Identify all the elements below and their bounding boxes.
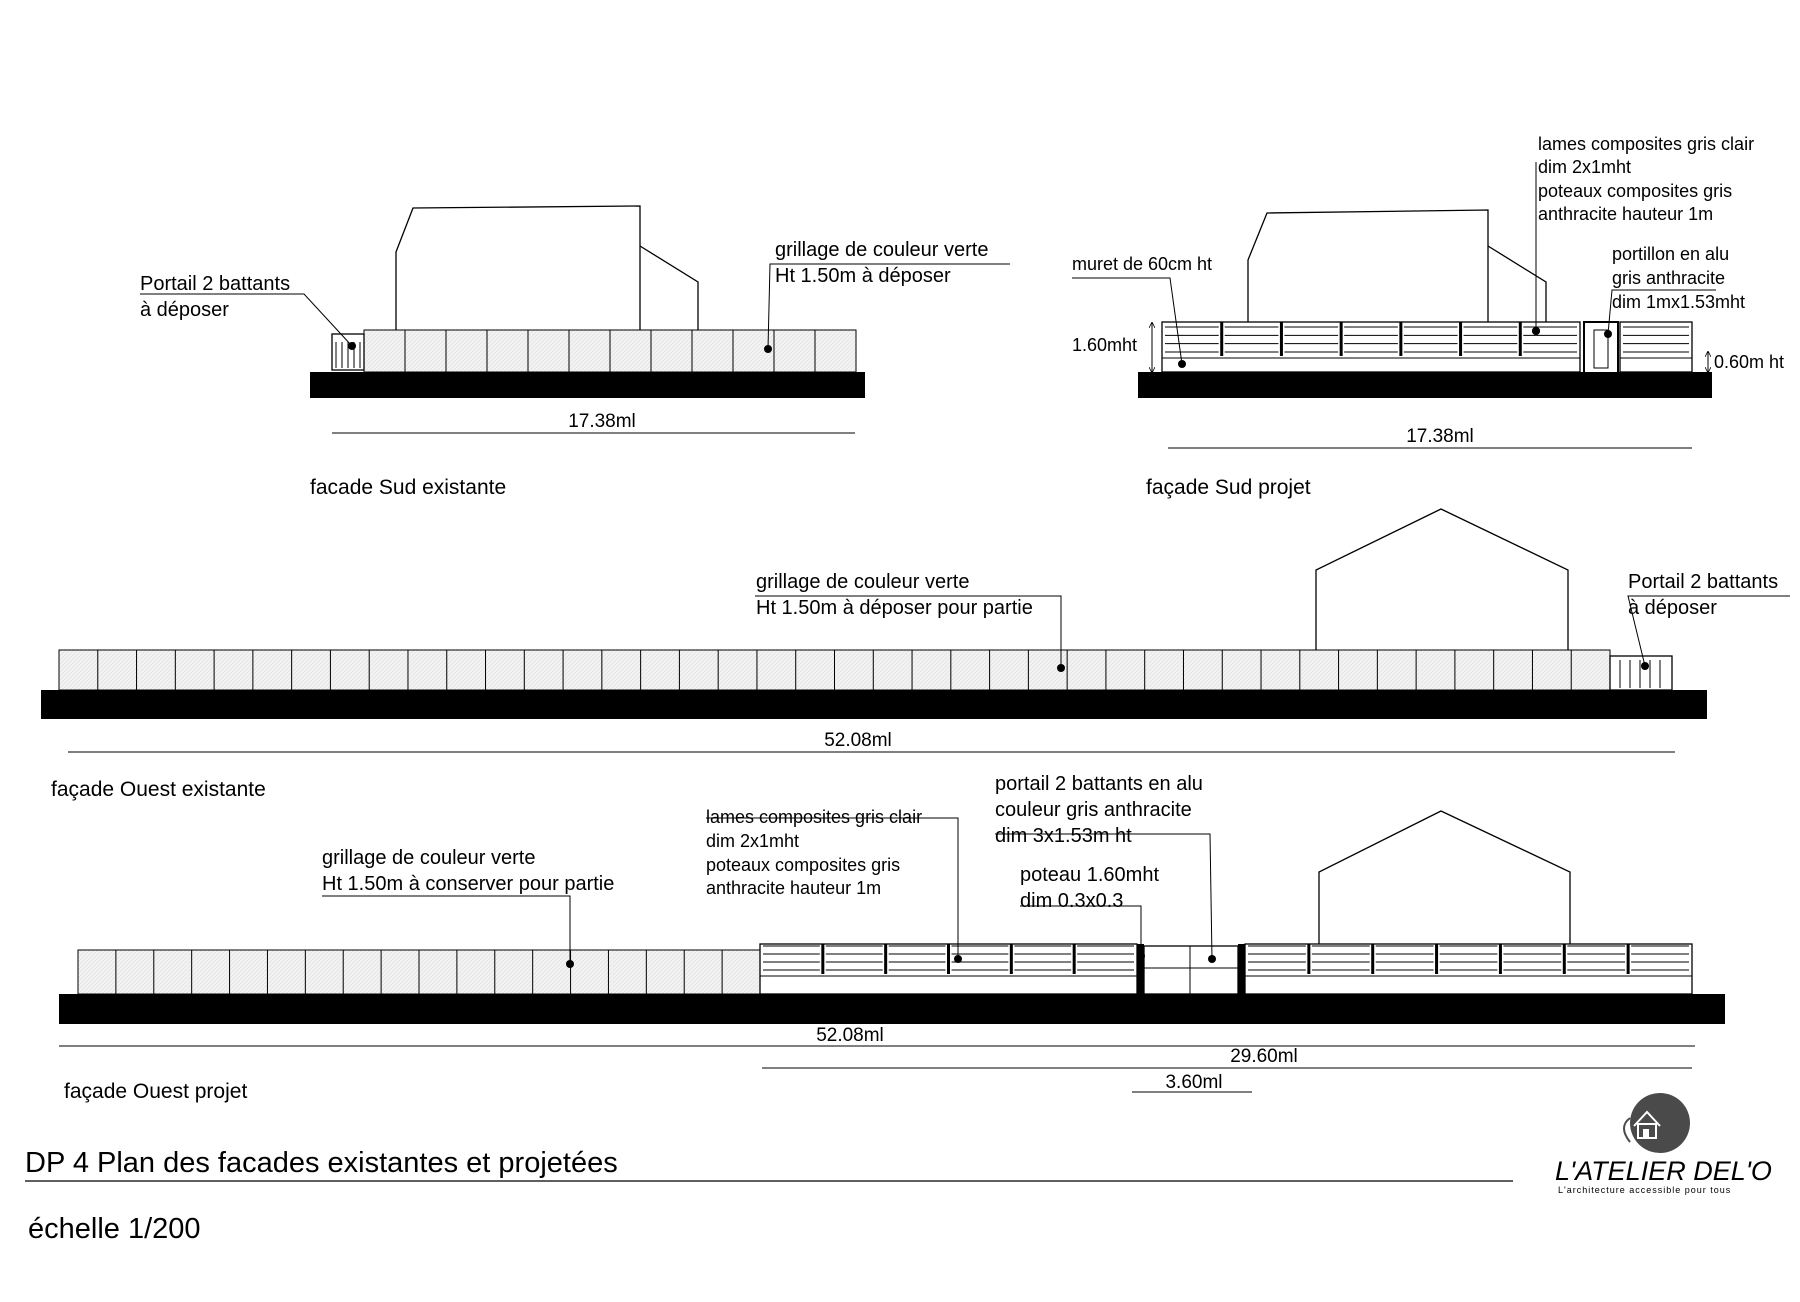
west-project-caption: façade Ouest projet	[64, 1080, 248, 1103]
west-project-composite-fence-left	[760, 944, 1137, 994]
south-existing-mesh-label-2: Ht 1.50m à déposer	[775, 265, 951, 287]
south-existing-elevation	[140, 206, 1010, 499]
west-project-slats-label-1: lames composites gris clair	[706, 807, 923, 827]
south-project-dimension: 17.38ml	[1406, 426, 1474, 447]
west-project-slats-label-2: dim 2x1mht	[706, 831, 800, 851]
south-existing-dimension: 17.38ml	[568, 411, 636, 432]
south-project-slats-label-2: dim 2x1mht	[1538, 157, 1632, 177]
west-existing-mesh-fence	[59, 650, 1610, 690]
south-project-height-label: 1.60mht	[1072, 335, 1138, 355]
west-project-elevation	[59, 773, 1725, 1103]
south-project-slats-label-3: poteaux composites gris	[1538, 181, 1733, 201]
logo-name: L'ATELIER DEL'O	[1555, 1156, 1772, 1186]
west-existing-gate	[1610, 656, 1672, 690]
south-existing-mesh-fence	[364, 330, 856, 372]
west-project-dimension-gate: 3.60ml	[1165, 1072, 1223, 1093]
west-project-gate-label-2: couleur gris anthracite	[995, 799, 1192, 821]
west-project-slats-label-4: anthracite hauteur 1m	[706, 878, 882, 898]
west-existing-dimension: 52.08ml	[824, 730, 892, 751]
south-existing-ground	[310, 372, 865, 398]
logo-tagline: L'architecture accessible pour tous	[1558, 1185, 1732, 1195]
south-project-slats-label-4: anthracite hauteur 1m	[1538, 204, 1714, 224]
west-project-ground	[59, 994, 1725, 1024]
south-project-gate-label-2: gris anthracite	[1612, 268, 1726, 288]
south-existing-gate-label-1: Portail 2 battants	[140, 273, 291, 295]
west-project-post-label-1: poteau 1.60mht	[1020, 864, 1159, 886]
south-existing-gate	[332, 334, 364, 370]
west-project-mesh-label-1: grillage de couleur verte	[322, 847, 536, 869]
west-existing-caption: façade Ouest existante	[51, 778, 266, 801]
west-project-composite-fence-right	[1245, 944, 1692, 994]
west-existing-gate-label-2: à déposer	[1628, 597, 1717, 619]
south-project-ground	[1138, 372, 1712, 398]
west-project-gate-label-3: dim 3x1.53m ht	[995, 825, 1132, 847]
west-project-post-label-2: dim 0.3x0.3	[1020, 890, 1124, 912]
south-project-elevation	[1072, 134, 1784, 499]
west-project-mesh-fence	[78, 950, 760, 994]
west-project-mesh-label-2: Ht 1.50m à conserver pour partie	[322, 873, 615, 895]
west-project-slats-label-3: poteaux composites gris	[706, 855, 901, 875]
south-project-wall-height-label: 0.60m ht	[1714, 352, 1785, 372]
title-block	[25, 1147, 1513, 1245]
south-existing-gate-label-2: à déposer	[140, 299, 229, 321]
south-project-wall-label: muret de 60cm ht	[1072, 254, 1213, 274]
south-project-gate-label-1: portillon en alu	[1612, 244, 1730, 264]
west-project-gate-label-1: portail 2 battants en alu	[995, 773, 1203, 795]
company-logo	[1555, 1093, 1772, 1195]
south-project-gate-label-3: dim 1mx1.53mht	[1612, 292, 1746, 312]
south-project-pedestrian-gate	[1584, 322, 1618, 373]
drawing-title: DP 4 Plan des facades existantes et projetées	[25, 1147, 618, 1179]
south-project-caption: façade Sud projet	[1146, 476, 1311, 499]
west-existing-gate-label-1: Portail 2 battants	[1628, 571, 1779, 593]
south-existing-mesh-label-1: grillage de couleur verte	[775, 239, 989, 261]
west-project-dimension-partial: 29.60ml	[1230, 1046, 1298, 1067]
west-project-gate	[1144, 944, 1245, 994]
west-existing-mesh-label-1: grillage de couleur verte	[756, 571, 970, 593]
west-existing-mesh-label-2: Ht 1.50m à déposer pour partie	[756, 597, 1033, 619]
west-project-dimension-total: 52.08ml	[816, 1025, 884, 1046]
west-existing-elevation	[41, 509, 1790, 801]
south-project-slats-label-1: lames composites gris clair	[1538, 134, 1755, 154]
drawing-scale: échelle 1/200	[28, 1213, 201, 1245]
south-existing-caption: facade Sud existante	[310, 476, 507, 499]
west-existing-ground	[41, 690, 1707, 719]
